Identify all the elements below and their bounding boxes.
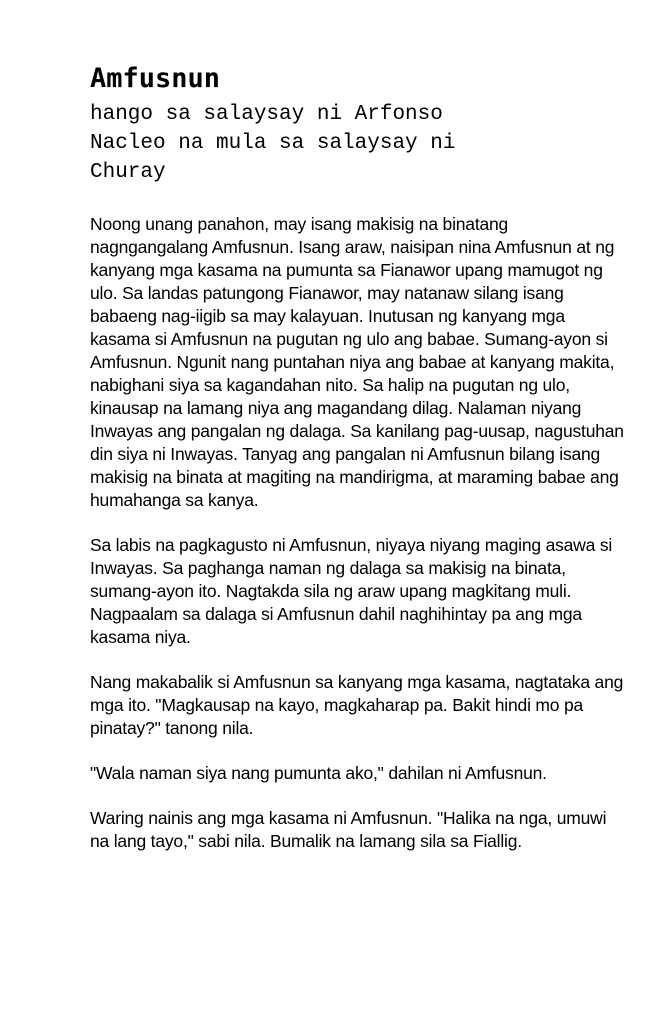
paragraph-5: Waring nainis ang mga kasama ni Amfusnun. "Halika na nga, umuwi na lang tayo," sabi nila. Bumalik na lamang sila sa Fiallig. bbox=[90, 808, 607, 851]
paragraph-2: Sa labis na pagkagusto ni Amfusnun, niyaya niyang maging asawa si Inwayas. Sa paghanga naman ng dalaga sa makisig na binata, sumang-ayon ito. Nagtakda sila ng araw upang magkitang muli. Nagpaalam sa dalaga si Amfusnun dahil naghihintay pa ang mga kasama niya. bbox=[90, 535, 613, 647]
page-subtitle: hango sa salaysay ni Arfonso Nacleo na mula sa salaysay ni Churay bbox=[90, 103, 456, 184]
paragraph-3: Nang makabalik si Amfusnun sa kanyang mga kasama, nagtataka ang mga ito. "Magkausap na kayo, magkaharap pa. Bakit hindi mo pa pinatay?" tanong nila. bbox=[90, 672, 624, 738]
paragraph-4: "Wala naman siya nang pumunta ako," dahilan ni Amfusnun. bbox=[90, 763, 547, 783]
story-body bbox=[90, 213, 626, 853]
paragraph-1: Noong unang panahon, may isang makisig na binatang nagngangalang Amfusnun. Isang araw, naisipan nina Amfusnun at ng kanyang mga kasama na pumunta sa Fianawor upang mamugot ng ulo. Sa landas patungong Fianawor, may natanaw silang isang babaeng nag-iigib sa may kalayuan. Inutusan ng kanyang mga kasama si Amfusnun na pugutan ng ulo ang babae. Sumang-ayon si Amfusnun. Ngunit nang puntahan niya ang babae at kanyang makita, nabighani siya sa kagandahan nito. Sa halip na pugutan ng ulo, kinausap na lamang niya ang magandang dilag. Nalaman niyang Inwayas ang pangalan ng dalaga. Sa kanilang pag-uusap, nagustuhan din siya ni Inwayas. Tanyag ang pangalan ni Amfusnun bilang isang makisig na binata at magiting na mandirigma, at maraming babae ang humahanga sa kanya. bbox=[90, 214, 624, 510]
page-title: Amfusnun bbox=[90, 63, 221, 94]
document-page bbox=[90, 62, 626, 875]
